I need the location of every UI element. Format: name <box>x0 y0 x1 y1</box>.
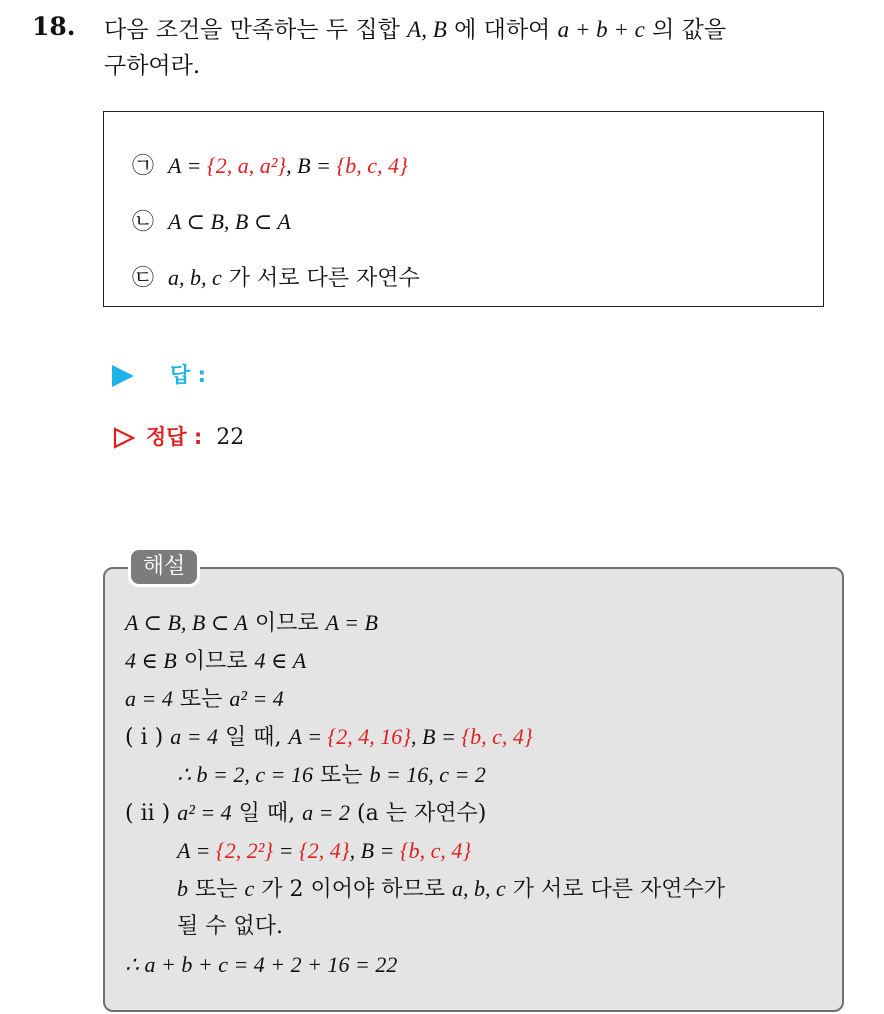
play-triangle-icon <box>112 365 134 387</box>
condition-1-set-a: {2, a, a²} <box>206 153 287 178</box>
answer-row <box>112 360 206 390</box>
condition-2-mark: ㉡ <box>132 210 155 235</box>
question-sets: A, B <box>407 17 447 42</box>
solution-line-6: ( ii ) a² = 4 일 때, a = 2 (a 는 자연수) <box>125 800 487 826</box>
solution-line-9: 될 수 없다. <box>177 914 283 939</box>
solution-line-10: ∴ a + b + c = 4 + 2 + 16 = 22 <box>125 952 398 977</box>
question-line-2: 구하여라. <box>104 53 201 79</box>
question-expression: a + b + c <box>557 17 645 42</box>
condition-1-set-b: {b, c, 4} <box>336 153 408 178</box>
condition-1: ㉠ A = {2, a, a²}, B = {b, c, 4} <box>132 150 408 182</box>
condition-3: ㉢ a, b, c 가 서로 다른 자연수 <box>132 262 420 294</box>
question-number: 18. <box>32 12 76 41</box>
question-line-1: 다음 조건을 만족하는 두 집합 A, B 에 대하여 a + b + c 의 값을 <box>104 17 727 43</box>
correct-answer-value: 22 <box>216 425 245 450</box>
condition-2: ㉡ A ⊂ B, B ⊂ A <box>132 206 291 238</box>
solution-box <box>103 567 844 1012</box>
outline-triangle-icon <box>112 426 136 450</box>
solution-line-4: ( i ) a = 4 일 때, A = {2, 4, 16}, B = {b, c, 4} <box>125 724 533 750</box>
conditions-box <box>103 111 824 307</box>
solution-tag: 해설 <box>128 547 200 587</box>
correct-answer-label: 정답 : <box>146 425 203 449</box>
solution-line-2: 4 ∈ B 이므로 4 ∈ A <box>125 648 307 674</box>
solution-line-5: ∴ b = 2, c = 16 또는 b = 16, c = 2 <box>177 762 486 788</box>
solution-line-7: A = {2, 2²} = {2, 4}, B = {b, c, 4} <box>177 838 472 863</box>
solution-line-3: a = 4 또는 a² = 4 <box>125 686 284 712</box>
solution-line-1: A ⊂ B, B ⊂ A 이므로 A = B <box>125 610 378 636</box>
question-text <box>104 12 864 84</box>
condition-3-mark: ㉢ <box>132 266 155 291</box>
correct-answer-row <box>112 422 244 452</box>
condition-1-mark: ㉠ <box>132 154 155 179</box>
solution-line-8: b 또는 c 가 2 이어야 하므로 a, b, c 가 서로 다른 자연수가 <box>177 876 726 902</box>
answer-label: 답 : <box>170 363 206 387</box>
